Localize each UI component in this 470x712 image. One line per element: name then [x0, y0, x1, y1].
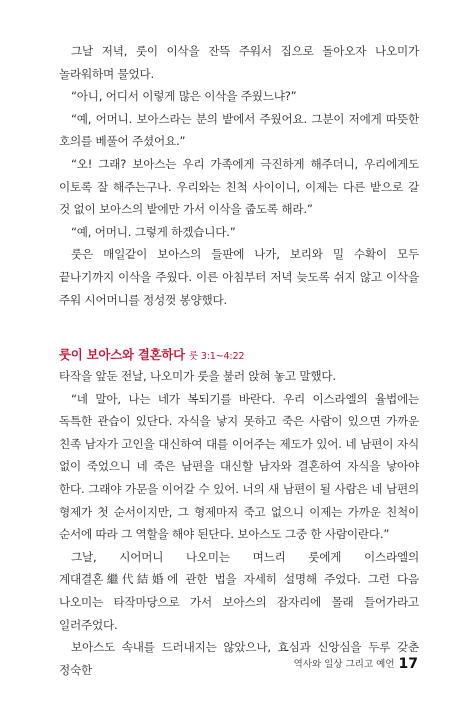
paragraph: “네 말아, 나는 네가 복되기를 바란다. 우리 이스라엘의 율법에는 독특한 관습이 있단다. 자식을 낳지 못하고 죽은 사람이 있으면 가까운 친족 남자가 고인을 대신하여 대를 이어주는 제도가 있어. 네 남편이 자식 없이 죽었으니 네 죽은 남편을 대신할 남자와 결혼하여 자식을 낳아야 한다. 그래야 가문을 이어갈 수 있어. 너의 새 남편이 될 사람은 네 남편의 형제가 첫 순서이지만, 그 형제마저 죽고 없으니 이제는 가까운 친척이 순서에 따라 그 역할을 해야 된단다. 보아스도 그중 한 사람이란다.”: [59, 391, 419, 542]
scripture-reference: 룻 3:1~4:22: [188, 351, 245, 362]
section-title: 룻이 보아스와 결혼하다: [59, 347, 185, 362]
paragraph: “오! 그래? 보아스는 우리 가족에게 극진하게 해주더니, 우리에게도 이토록 잘 해주는구나. 우리와는 친척 사이이니, 이제는 다른 밭으로 갈 것 없이 보아스의 밭에만 가서 이삭을 줍도록 해라.”: [59, 156, 419, 217]
page-footer: [294, 656, 418, 672]
paragraph: 보아스도 속내를 드러내지는 않았으나, 효심과 신앙심을 두루 갖춘 정숙한: [59, 640, 419, 677]
section-2-body: [59, 365, 419, 681]
paragraph: 룻은 매일같이 보아스의 들판에 나가, 보리와 밀 수확이 모두 끝나기까지 이삭을 주웠다. 이른 아침부터 저녁 늦도록 쉬지 않고 이삭을 주워 시어머니를 정성껏 봉양했다.: [59, 247, 419, 307]
paragraph: “예, 어머니. 보아스라는 분의 밭에서 주웠어요. 그분이 저에게 따뜻한 호의를 베풀어 주셨어요.”: [59, 111, 419, 149]
section-1-body: [59, 40, 419, 311]
paragraph: 타작을 앞둔 전날, 나오미가 룻을 불러 앉혀 놓고 말했다.: [59, 369, 336, 383]
running-title: 역사와 일상 그리고 예언: [293, 659, 395, 670]
paragraph: “아니, 어디서 이렇게 많은 이삭을 주웠느냐?”: [71, 89, 297, 104]
paragraph: 그날, 시어머니 나오미는 며느리 룻에게 이스라엘의 계대결혼繼代結婚에 관한 법을 자세히 설명해 주었다. 그런 다음 나오미는 타작마당으로 가서 보아스의 잠자리에 몰래 들어가라고 일러주었다.: [59, 549, 419, 632]
page-number: 17: [398, 656, 418, 672]
section-heading: [59, 345, 419, 363]
paragraph: “예, 어머니. 그렇게 하겠습니다.”: [71, 224, 236, 239]
paragraph: 그날 저녁, 룻이 이삭을 잔뜩 주워서 집으로 돌아오자 나오미가 놀라워하며 물었다.: [59, 44, 419, 81]
